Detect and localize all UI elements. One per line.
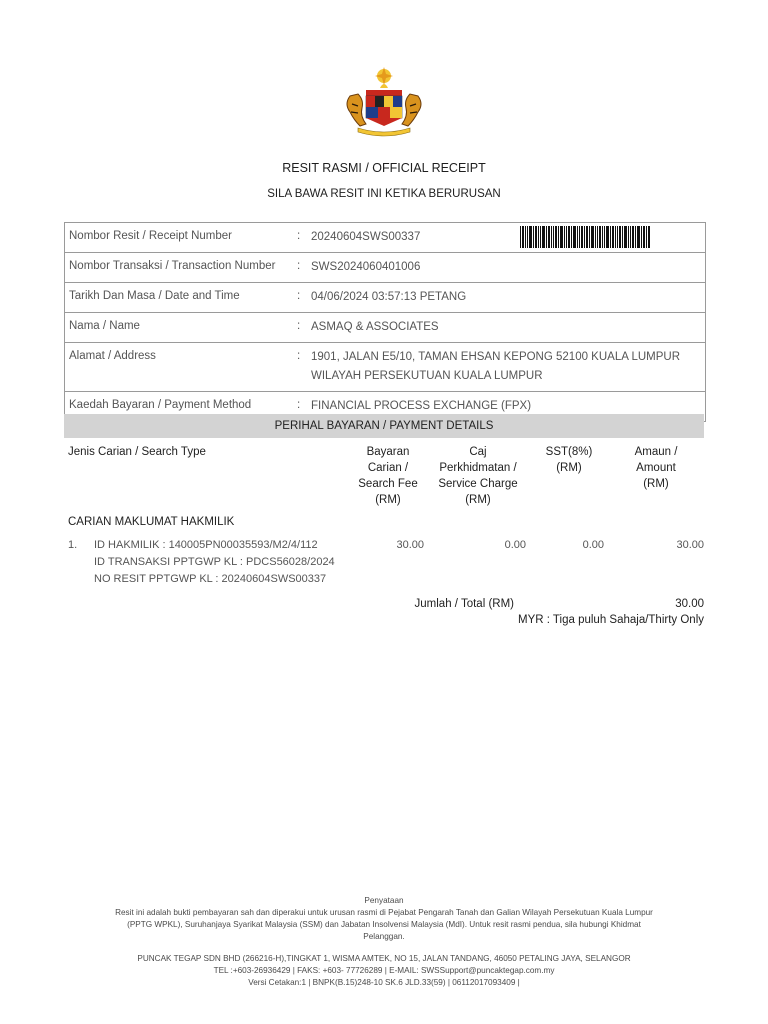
- address-row: [65, 342, 705, 391]
- separator: :: [297, 350, 301, 362]
- separator: :: [297, 230, 301, 242]
- column-amount: Amaun / Amount (RM): [634, 446, 678, 490]
- total-value: 30.00: [675, 598, 704, 610]
- name-value: ASMAQ & ASSOCIATES: [311, 321, 439, 333]
- receipt-info-table: [64, 222, 706, 422]
- barcode-icon: [520, 226, 650, 248]
- coat-of-arms-logo: [336, 66, 432, 138]
- column-search-type: Jenis Carian / Search Type: [68, 446, 206, 458]
- date-time-label: Tarikh Dan Masa / Date and Time: [69, 290, 240, 302]
- payment-method-value: FINANCIAL PROCESS EXCHANGE (FPX): [311, 400, 532, 412]
- address-value: 1901, JALAN E5/10, TAMAN EHSAN KEPONG 52100 KUALA LUMPUR WILAYAH PERSEKUTUAN KUALA LUMPUR: [311, 351, 681, 382]
- transaction-number-row: [65, 252, 705, 282]
- separator: :: [297, 320, 301, 332]
- column-sst: SST(8%) (RM): [545, 446, 593, 474]
- footer-company-info: PUNCAK TEGAP SDN BHD (266216-H),TINGKAT 1, WISMA AMTEK, NO 15, JALAN TANDANG, 46050 PETALING JAYA, SELANGOR TEL :+603-26936429 | FAKS: +603- 77726289 | E-MAIL: SWSSupport@puncaktegap.com.my Versi Cetakan:1 | BNPK(B.15)248-10 SK.6 JLD.33(59) | 06112017093409 |: [137, 954, 631, 987]
- item-description: ID HAKMILIK : 140005PN00035593/M2/4/112 ID TRANSAKSI PPTGWP KL : PDCS56028/2024 NO RESIT PPTGWP KL : 20240604SWS00337: [94, 539, 335, 585]
- item-number: 1.: [68, 539, 78, 551]
- address-label: Alamat / Address: [69, 350, 156, 362]
- transaction-number-value: SWS2024060401006: [311, 261, 421, 273]
- separator: :: [297, 290, 301, 302]
- separator: :: [297, 399, 301, 411]
- transaction-number-label: Nombor Transaksi / Transaction Number: [69, 260, 276, 272]
- item-service-charge: 0.00: [504, 539, 526, 551]
- total-in-words: MYR : Tiga puluh Sahaja/Thirty Only: [518, 614, 704, 626]
- receipt-title: RESIT RASMI / OFFICIAL RECEIPT: [282, 161, 486, 175]
- item-search-fee: 30.00: [396, 539, 424, 551]
- date-time-row: [65, 282, 705, 312]
- footer-statement: Penyataan Resit ini adalah bukti pembayaran sah dan diperakui untuk urusan rasmi di Pejabat Pengarah Tanah dan Galian Wilayah Persekutuan Kuala Lumpur (PPTG WPKL), Suruhanjaya Syarikat Malaysia (SSM) dan Jabatan Insolvensi Malaysia (MdI). Untuk resit rasmi pendua, sila hubungi Khidmat Pelanggan.: [115, 896, 653, 941]
- item-sst: 0.00: [582, 539, 604, 551]
- name-row: [65, 312, 705, 342]
- federal-star-icon: [375, 67, 393, 85]
- receipt-subtitle: SILA BAWA RESIT INI KETIKA BERURUSAN: [267, 188, 501, 200]
- receipt-number-label: Nombor Resit / Receipt Number: [69, 230, 232, 242]
- receipt-number-row: [65, 223, 705, 252]
- date-time-value: 04/06/2024 03:57:13 PETANG: [311, 291, 467, 303]
- receipt-number-value: 20240604SWS00337: [311, 231, 421, 243]
- item-amount: 30.00: [676, 539, 704, 551]
- separator: :: [297, 260, 301, 272]
- section-title: CARIAN MAKLUMAT HAKMILIK: [68, 516, 235, 528]
- column-service-charge: Caj Perkhidmatan / Service Charge (RM): [438, 446, 518, 506]
- name-label: Nama / Name: [69, 320, 140, 332]
- total-label: Jumlah / Total (RM): [414, 598, 514, 610]
- payment-details-header: PERIHAL BAYARAN / PAYMENT DETAILS: [64, 414, 704, 438]
- payment-method-label: Kaedah Bayaran / Payment Method: [69, 399, 252, 411]
- column-search-fee: Bayaran Carian / Search Fee (RM): [358, 446, 418, 506]
